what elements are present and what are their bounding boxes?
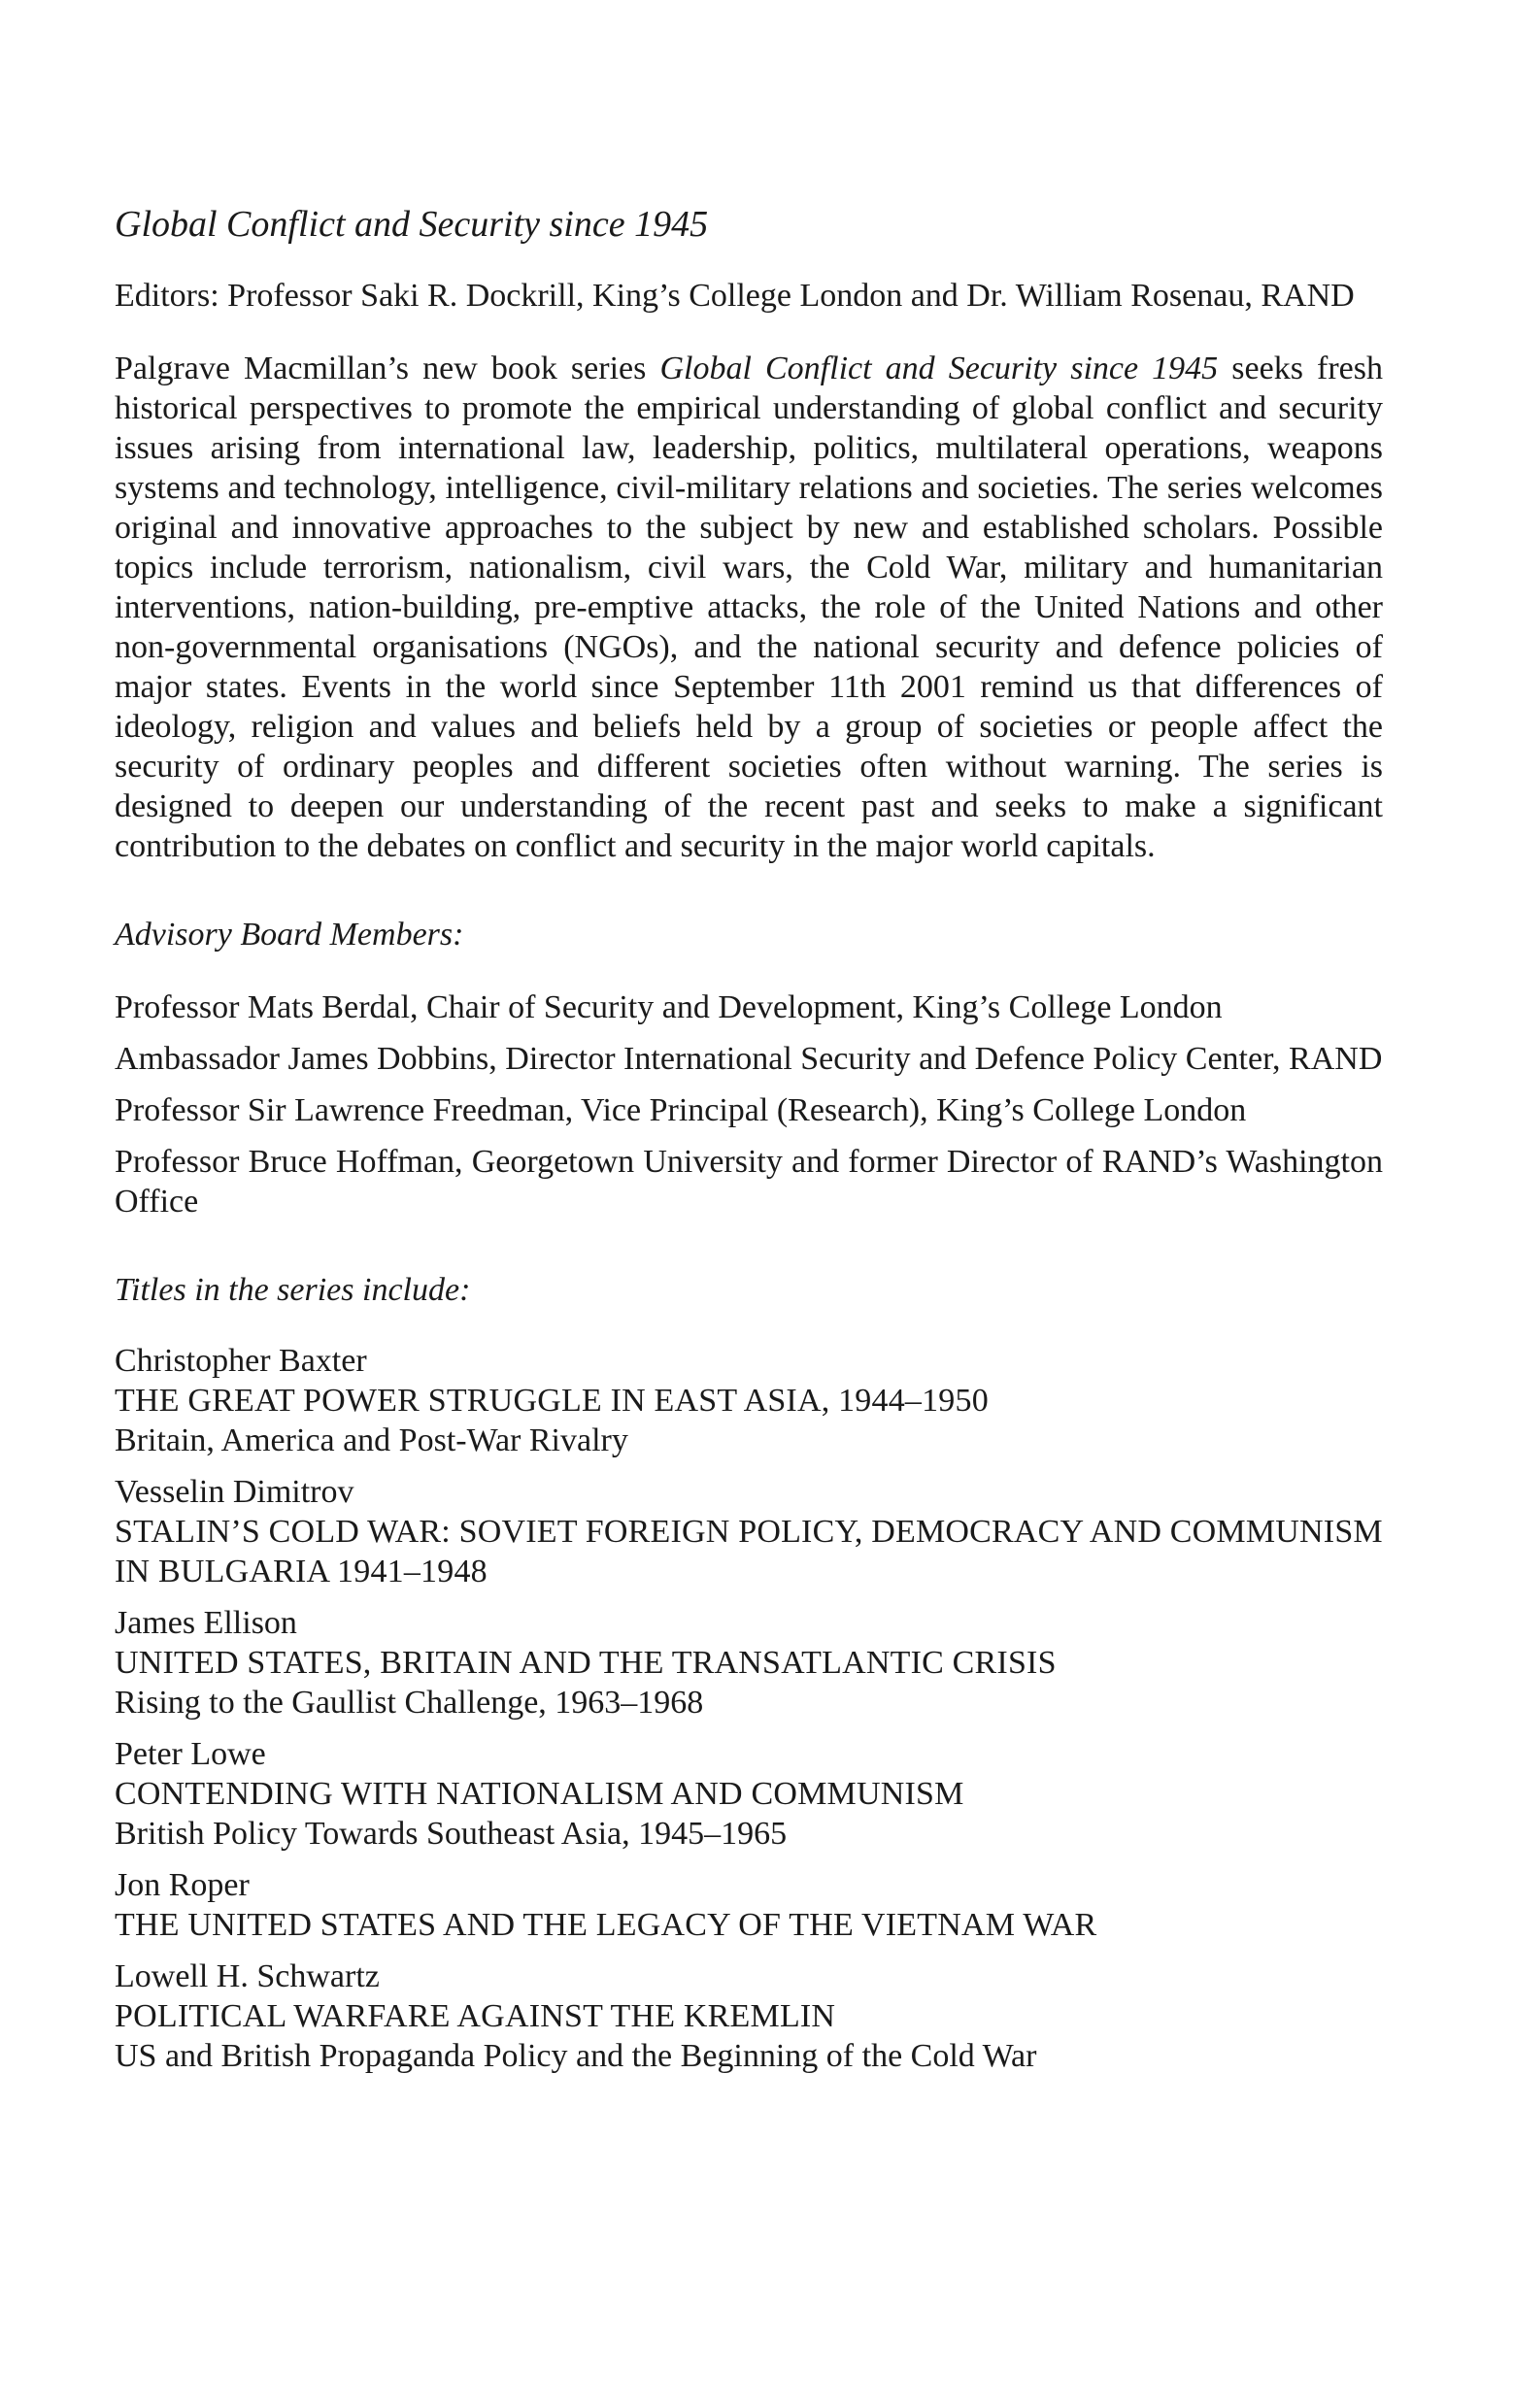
advisory-member: Professor Sir Lawrence Freedman, Vice Principal (Research), King’s College London — [115, 1092, 1247, 1128]
book-author: Peter Lowe — [115, 1736, 266, 1772]
book-entry — [115, 1956, 1383, 2076]
book-title: THE UNITED STATES AND THE LEGACY OF THE VIETNAM WAR — [115, 1907, 1097, 1943]
titles-heading: Titles in the series include: — [115, 1272, 471, 1308]
book-list — [115, 1341, 1383, 2076]
book-author: Jon Roper — [115, 1867, 250, 1903]
advisory-member: Professor Mats Berdal, Chair of Security and Development, King’s College London — [115, 989, 1223, 1025]
book-author: Lowell H. Schwartz — [115, 1958, 380, 1994]
description-intro: Palgrave Macmillan’s new book series — [115, 351, 660, 386]
book-title: THE GREAT POWER STRUGGLE IN EAST ASIA, 1944–1950 — [115, 1383, 989, 1419]
book-entry — [115, 1472, 1383, 1591]
series-page — [115, 202, 1383, 2088]
book-title: STALIN’S COLD WAR: SOVIET FOREIGN POLICY, DEMOCRACY AND COMMUNISM IN BULGARIA 1941–1948 — [115, 1514, 1383, 1589]
book-title: UNITED STATES, BRITAIN AND THE TRANSATLANTIC CRISIS — [115, 1645, 1057, 1681]
book-entry — [115, 1341, 1383, 1460]
book-author: Christopher Baxter — [115, 1343, 367, 1379]
book-author: James Ellison — [115, 1605, 297, 1641]
advisory-heading: Advisory Board Members: — [115, 917, 464, 953]
book-title: POLITICAL WARFARE AGAINST THE KREMLIN — [115, 1998, 836, 2034]
book-subtitle: Rising to the Gaullist Challenge, 1963–1968 — [115, 1685, 704, 1721]
description-body: seeks fresh historical perspectives to promote the empirical understanding of global conflict and security issues arising from international law, leadership, politics, multilateral operations, weapons systems and technology, intelligence, civil-military relations and societies. The series welcomes original and innovative approaches to the subject by new and established scholars. Possible topics include terrorism, nationalism, civil wars, the Cold War, military and humanitarian interventions, nation-building, pre-emptive attacks, the role of the United Nations and other non-governmental organisations (NGOs), and the national security and defence policies of major states. Events in the world since September 11th 2001 remind us that differences of ideology, religion and values and beliefs held by a group of societies or people affect the security of ordinary peoples and different societies often without warning. The series is designed to deepen our understanding of the recent past and seeks to make a significant contribution to the debates on conflict and security in the major world capitals. — [115, 351, 1383, 864]
book-subtitle: Britain, America and Post-War Rivalry — [115, 1422, 628, 1458]
book-entry — [115, 1603, 1383, 1722]
series-editors: Editors: Professor Saki R. Dockrill, King’s College London and Dr. William Rosenau, RAND — [115, 278, 1355, 314]
book-subtitle: US and British Propaganda Policy and the Beginning of the Cold War — [115, 2038, 1037, 2074]
advisory-member: Professor Bruce Hoffman, Georgetown University and former Director of RAND’s Washington Office — [115, 1144, 1383, 1220]
advisory-members — [115, 987, 1383, 1221]
description-series-name: Global Conflict and Security since 1945 — [659, 351, 1219, 386]
book-author: Vesselin Dimitrov — [115, 1474, 354, 1510]
series-title: Global Conflict and Security since 1945 — [115, 204, 709, 245]
book-entry — [115, 1734, 1383, 1854]
book-title: CONTENDING WITH NATIONALISM AND COMMUNISM — [115, 1776, 964, 1812]
book-entry — [115, 1865, 1383, 1945]
advisory-member: Ambassador James Dobbins, Director International Security and Defence Policy Center, RAND — [115, 1041, 1383, 1077]
series-description — [115, 349, 1383, 866]
book-subtitle: British Policy Towards Southeast Asia, 1945–1965 — [115, 1816, 788, 1852]
